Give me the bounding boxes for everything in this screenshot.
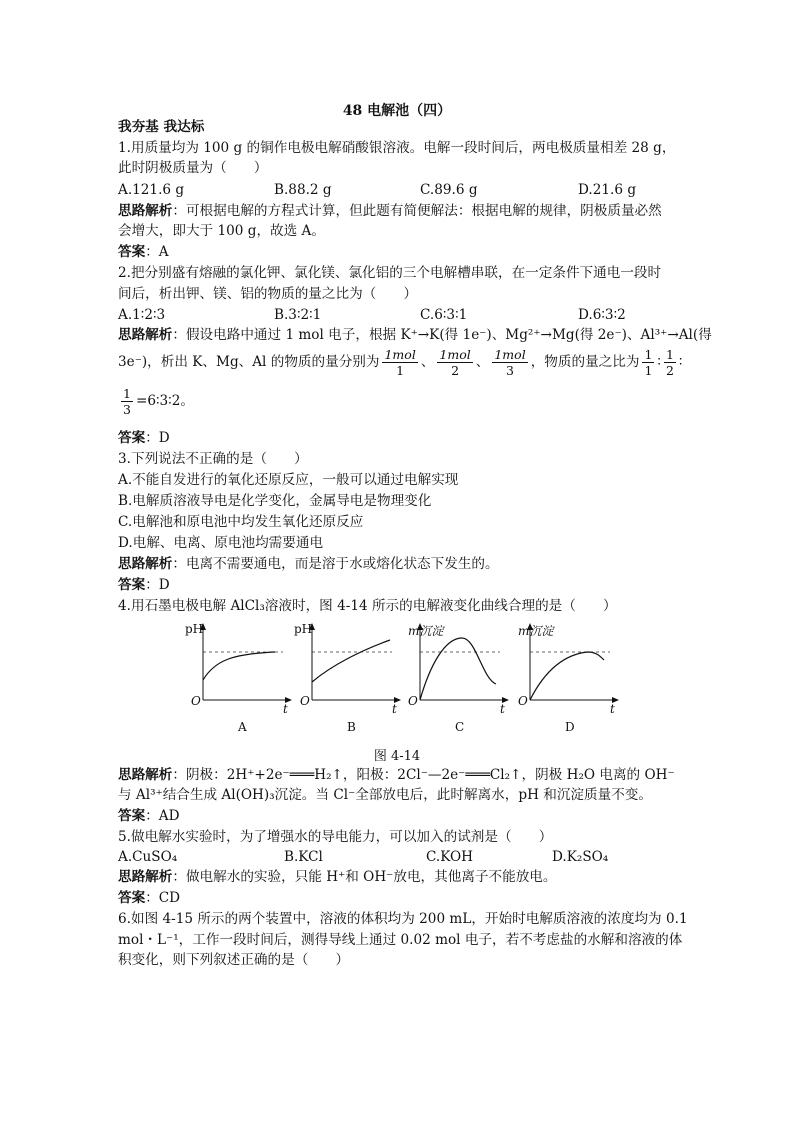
q2-answer — [118, 430, 170, 446]
curve-c — [420, 638, 496, 700]
q2-stem-line1: 2.把分别盛有熔融的氯化钾、氯化镁、氯化铝的三个电解槽串联，在一定条件下通电一段时 — [118, 265, 662, 281]
curve-b — [312, 640, 390, 682]
ratio-colon: ∶ — [678, 354, 683, 370]
q3-option-c: C.电解池和原电池中均发生氧化还原反应 — [118, 514, 364, 530]
graph-c — [400, 620, 510, 738]
fraction-numerator: 1 — [123, 386, 131, 401]
fraction-denominator: 1 — [396, 363, 405, 378]
q3-option-b: B.电解质溶液导电是化学变化，金属导电是物理变化 — [118, 493, 432, 509]
q5-analysis — [118, 869, 556, 885]
answer-label: 答案 — [118, 244, 146, 260]
q1-answer-value: ：A — [145, 244, 169, 260]
q6-stem-line2: mol・L⁻¹，工作一段时间后，测得导线上通过 0.02 mol 电子，若不考虑盐的水解和溶液的体 — [118, 932, 683, 948]
q4-analysis-text1: ：阴极：2H⁺+2e⁻═══H₂↑，阳极：2Cl⁻—2e⁻═══Cl₂↑，阴极 H₂O 电离的 OH⁻ — [172, 767, 675, 783]
q2-analysis-text2b: ，物质的量之比为 — [530, 354, 640, 370]
fraction-denominator: 2 — [451, 363, 460, 378]
graph-c-origin: O — [408, 694, 418, 708]
q3-analysis-text: ：电离不需要通电，而是溶于水或熔化状态下发生的。 — [172, 556, 499, 572]
q3-option-d: D.电解、电离、原电池均需要通电 — [118, 535, 324, 551]
q2-option-b: B.3∶2∶1 — [274, 307, 322, 323]
curve-d — [530, 652, 604, 700]
analysis-label: 思路解析 — [118, 869, 173, 885]
q2-option-d: D.6∶3∶2 — [578, 307, 626, 323]
q5-stem: 5.做电解水实验时，为了增强水的导电能力，可以加入的试剂是（ ） — [118, 829, 553, 845]
q1-analysis-line1 — [118, 203, 662, 219]
q2-analysis-line1 — [118, 327, 712, 343]
fraction-1mol-1 — [382, 347, 417, 378]
q5-analysis-text: ：做电解水的实验，只能 H⁺和 OH⁻放电，其他离子不能放电。 — [172, 869, 557, 885]
analysis-label: 思路解析 — [118, 327, 173, 343]
graph-b-letter: B — [347, 720, 356, 734]
graph-a-ylabel: pH — [185, 622, 204, 636]
ratio-colon: ∶ — [657, 354, 661, 370]
answer-label: 答案 — [118, 430, 146, 446]
q2-analysis-line3 — [118, 384, 194, 418]
q4-answer-value: ：AD — [145, 808, 180, 824]
graph-c-ylabel: m沉淀 — [408, 624, 444, 638]
graph-a-origin: O — [191, 694, 201, 708]
q2-stem-line2: 间后，析出钾、镁、铝的物质的量之比为（ ） — [118, 286, 418, 302]
graph-d-origin: O — [518, 694, 528, 708]
graph-b-ylabel: pH — [294, 622, 313, 636]
q1-answer — [118, 244, 169, 260]
answer-label: 答案 — [118, 577, 146, 593]
q1-option-a: A.121.6 g — [118, 182, 185, 198]
fraction-numerator: 1mol — [439, 347, 471, 362]
fraction-1-3 — [121, 386, 133, 417]
q2-analysis-line2 — [118, 345, 682, 379]
q5-option-d: D.K₂SO₄ — [552, 849, 609, 865]
q5-option-b: B.KCl — [284, 849, 323, 865]
fraction-1-2 — [664, 347, 676, 378]
q2-analysis-text2a: 3e⁻)，析出 K、Mg、Al 的物质的量分别为 — [118, 354, 380, 370]
page-title: 48 电解池（四） — [342, 103, 452, 119]
q3-answer-value: ：D — [145, 577, 170, 593]
q5-option-c: C.KOH — [426, 849, 474, 865]
q4-analysis-line1 — [118, 767, 675, 783]
graph-b-origin: O — [300, 694, 310, 708]
separator: 、 — [420, 354, 435, 370]
curve-a — [203, 652, 275, 680]
q3-option-a: A.不能自发进行的氧化还原反应，一般可以通过电解实现 — [118, 472, 459, 488]
q5-option-a: A.CuSO₄ — [118, 849, 178, 865]
fraction-1mol-3 — [492, 347, 527, 378]
q4-answer — [118, 808, 180, 824]
q2-answer-value: ：D — [145, 430, 170, 446]
fraction-numerator: 1 — [665, 347, 674, 362]
graph-d-ylabel: m沉淀 — [518, 624, 554, 638]
graph-d-xlabel: t — [610, 702, 615, 716]
q2-analysis-text1: ：假设电路中通过 1 mol 电子，根据 K⁺→K(得 1e⁻)、Mg²⁺→Mg(得 2e⁻)、Al³⁺→Al(得 — [172, 327, 712, 343]
fraction-1-1 — [642, 347, 654, 378]
graph-c-letter: C — [455, 720, 465, 734]
q4-stem: 4.用石墨电极电解 AlCl₃溶液时，图 4-14 所示的电解液变化曲线合理的是（ ） — [118, 598, 617, 614]
graph-a-letter: A — [238, 720, 247, 734]
fraction-denominator: 3 — [123, 402, 131, 417]
graph-a-xlabel: t — [283, 702, 288, 716]
q5-answer-value: ：CD — [145, 890, 181, 906]
graph-d — [510, 620, 620, 738]
q1-option-b: B.88.2 g — [274, 182, 332, 198]
fraction-1mol-2 — [437, 347, 472, 378]
q1-analysis-text1: ：可根据电解的方程式计算，但此题有简便解法：根据电解的规律，阴极质量必然 — [172, 203, 662, 219]
graph-b-xlabel: t — [392, 702, 397, 716]
q4-analysis-line2: 与 Al³⁺结合生成 Al(OH)₃沉淀。当 Cl⁻全部放电后，此时解离水，pH 和沉淀质量不变。 — [118, 787, 652, 803]
figure-caption: 图 4-14 — [373, 749, 421, 764]
graph-a — [183, 620, 293, 738]
analysis-label: 思路解析 — [118, 203, 173, 219]
q3-stem: 3.下列说法不正确的是（ ） — [118, 451, 308, 467]
q3-answer — [118, 577, 170, 593]
analysis-label: 思路解析 — [118, 767, 173, 783]
graph-d-letter: D — [565, 720, 575, 734]
q3-analysis — [118, 556, 499, 572]
q2-option-a: A.1∶2∶3 — [118, 307, 166, 323]
q6-stem-line1: 6.如图 4-15 所示的两个装置中，溶液的体积均为 200 mL，开始时电解质溶液的浓度均为 0.1 — [118, 911, 688, 927]
fraction-denominator: 2 — [665, 363, 674, 378]
graph-b — [292, 620, 402, 738]
q1-stem-line1: 1.用质量均为 100 g 的铜作电极电解硝酸银溶液。电解一段时间后，两电极质量相差 28 g， — [118, 140, 676, 156]
answer-label: 答案 — [118, 890, 146, 906]
q6-stem-line3: 积变化，则下列叙述正确的是（ ） — [118, 952, 350, 968]
fraction-numerator: 1 — [644, 347, 653, 362]
q2-analysis-text3: =6∶3∶2。 — [135, 393, 194, 409]
q1-option-c: C.89.6 g — [420, 182, 478, 198]
fraction-denominator: 1 — [644, 363, 653, 378]
fraction-numerator: 1mol — [494, 347, 526, 362]
graph-c-xlabel: t — [500, 702, 505, 716]
q1-option-d: D.21.6 g — [578, 182, 637, 198]
answer-label: 答案 — [118, 808, 146, 824]
fraction-numerator: 1mol — [384, 347, 416, 362]
fraction-denominator: 3 — [506, 363, 514, 378]
q2-option-c: C.6∶3∶1 — [420, 307, 468, 323]
section-heading: 我夯基 我达标 — [118, 119, 205, 135]
separator: 、 — [475, 354, 490, 370]
analysis-label: 思路解析 — [118, 556, 173, 572]
q1-stem-line2: 此时阴极质量为（ ） — [118, 160, 268, 176]
q1-analysis-line2: 会增大，即大于 100 g，故选 A。 — [118, 223, 325, 239]
q5-answer — [118, 890, 180, 906]
